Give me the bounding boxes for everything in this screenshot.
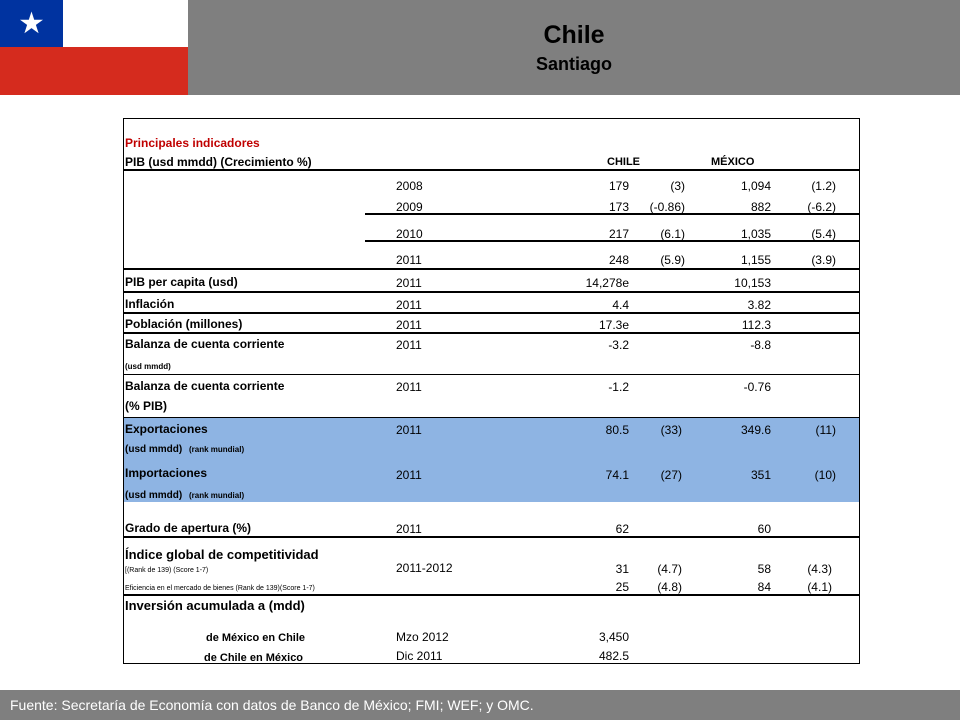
mexico-score: (4.1) (807, 580, 832, 594)
row-sublabel: (rank mundial) (189, 445, 245, 454)
chile-value: 74.1 (605, 468, 629, 482)
year-cell: 2011-2012 (396, 561, 453, 575)
year-cell: 2011 (396, 276, 422, 290)
row-sublabel: (usd mmdd) (125, 490, 183, 501)
mexico-rank: (11) (815, 423, 836, 437)
row-sublabel: [(Rank de 139) (Score 1-7) (125, 567, 209, 574)
col-mexico-header: MÉXICO (711, 156, 755, 168)
rule (124, 268, 859, 270)
date-cell: Dic 2011 (396, 649, 443, 663)
year-cell: 2011 (396, 318, 422, 332)
rule (124, 169, 859, 171)
year-cell: 2008 (396, 179, 423, 193)
value-cell: 482.5 (598, 649, 629, 663)
chile-value: 62 (615, 522, 629, 536)
mexico-rank: (10) (814, 468, 836, 482)
section-title: Principales indicadores (125, 136, 260, 150)
year-cell: 2009 (396, 200, 423, 214)
year-cell: 2011 (396, 338, 422, 352)
chile-score: (4.7) (657, 562, 682, 576)
row-label: de Chile en México (204, 652, 304, 664)
year-cell: 2011 (396, 468, 422, 482)
chile-rank: (33) (660, 423, 682, 437)
rule (124, 594, 859, 596)
chile-value: 14,278e (585, 276, 629, 290)
chile-value: 217 (608, 227, 629, 241)
row-sublabel: (usd mmdd) (125, 444, 183, 455)
row-sublabel: (rank mundial) (189, 491, 245, 500)
row-label: de México en Chile (206, 632, 306, 644)
mexico-value: 1,155 (740, 253, 771, 267)
year-cell: 2011 (396, 298, 422, 312)
mexico-growth: (5.4) (811, 227, 836, 241)
chile-growth: (3) (670, 179, 685, 193)
chile-value: 179 (608, 179, 629, 193)
pib-label: PIB (usd mmdd) (Crecimiento %) (125, 155, 312, 169)
inversion-label: Inversión acumulada a (mdd) (125, 598, 305, 613)
mexico-score: (4.3) (807, 562, 832, 576)
page-subtitle: Santiago (535, 54, 612, 74)
row-sublabel: (usd mmdd) (125, 362, 171, 371)
star-icon (20, 12, 43, 34)
year-cell: 2011 (396, 380, 422, 394)
chile-rank: (27) (660, 468, 682, 482)
row-sublabel: Eficiencia en el mercado de bienes (Rank de 139)(Score 1-7) (125, 585, 315, 592)
chile-value: 248 (608, 253, 629, 267)
row-label: PIB per capita (usd) (125, 275, 238, 289)
page-title: Chile (543, 21, 605, 49)
mexico-value: -0.76 (743, 380, 771, 394)
chile-growth: (5.9) (660, 253, 685, 267)
chile-value: -1.2 (608, 380, 629, 394)
header-bar (0, 0, 960, 95)
chile-value: 173 (608, 200, 629, 214)
value-cell: 3,450 (598, 630, 629, 644)
row-label: Balanza de cuenta corriente (125, 337, 285, 351)
date-cell: Mzo 2012 (396, 630, 449, 644)
row-label: Población (millones) (125, 317, 243, 331)
row-label: Inflación (125, 297, 175, 311)
row-label: Balanza de cuenta corriente (125, 379, 285, 393)
row-label: Grado de apertura (%) (125, 521, 252, 535)
chile-value: 31 (615, 562, 629, 576)
chile-value: -3.2 (608, 338, 629, 352)
mexico-value: 882 (750, 200, 771, 214)
rule (124, 374, 859, 375)
year-cell: 2011 (396, 253, 422, 267)
mexico-value: -8.8 (750, 338, 771, 352)
rule (124, 291, 859, 293)
source-note: Fuente: Secretaría de Economía con datos de Banco de México; FMI; WEF; y OMC. (10, 697, 534, 713)
rule (124, 312, 859, 314)
chile-score: (4.8) (657, 580, 682, 594)
mexico-value: 1,035 (740, 227, 771, 241)
mexico-growth: (1.2) (811, 179, 836, 193)
chile-value: 4.4 (612, 298, 629, 312)
chile-flag-icon (0, 0, 188, 95)
mexico-growth: (3.9) (811, 253, 836, 267)
row-label: Índice global de competitividad (125, 547, 319, 562)
mexico-value: 112.3 (741, 318, 771, 332)
year-cell: 2011 (396, 522, 422, 536)
rule (124, 417, 859, 418)
row-label: Importaciones (125, 466, 208, 480)
year-cell: 2011 (396, 423, 422, 437)
chile-value: 80.5 (605, 423, 629, 437)
mexico-value: 10,153 (734, 276, 771, 290)
footer-bar (0, 690, 960, 720)
mexico-value: 349.6 (740, 423, 771, 437)
chile-growth: (6.1) (660, 227, 685, 241)
chile-value: 17.3e (598, 318, 629, 332)
rule (124, 332, 859, 334)
mexico-value: 1,094 (740, 179, 771, 193)
mexico-growth: (-6.2) (807, 200, 836, 214)
mexico-value: 351 (750, 468, 771, 482)
mexico-value: 84 (757, 580, 771, 594)
year-cell: 2010 (396, 227, 423, 241)
chile-value: 25 (615, 580, 629, 594)
row-sublabel: (% PIB) (125, 399, 167, 413)
mexico-value: 3.82 (747, 298, 771, 312)
mexico-value: 58 (757, 562, 771, 576)
row-label: Exportaciones (125, 422, 208, 436)
rule (124, 536, 859, 538)
col-chile-header: CHILE (607, 156, 640, 168)
chile-growth: (-0.86) (649, 200, 685, 214)
mexico-value: 60 (757, 522, 771, 536)
